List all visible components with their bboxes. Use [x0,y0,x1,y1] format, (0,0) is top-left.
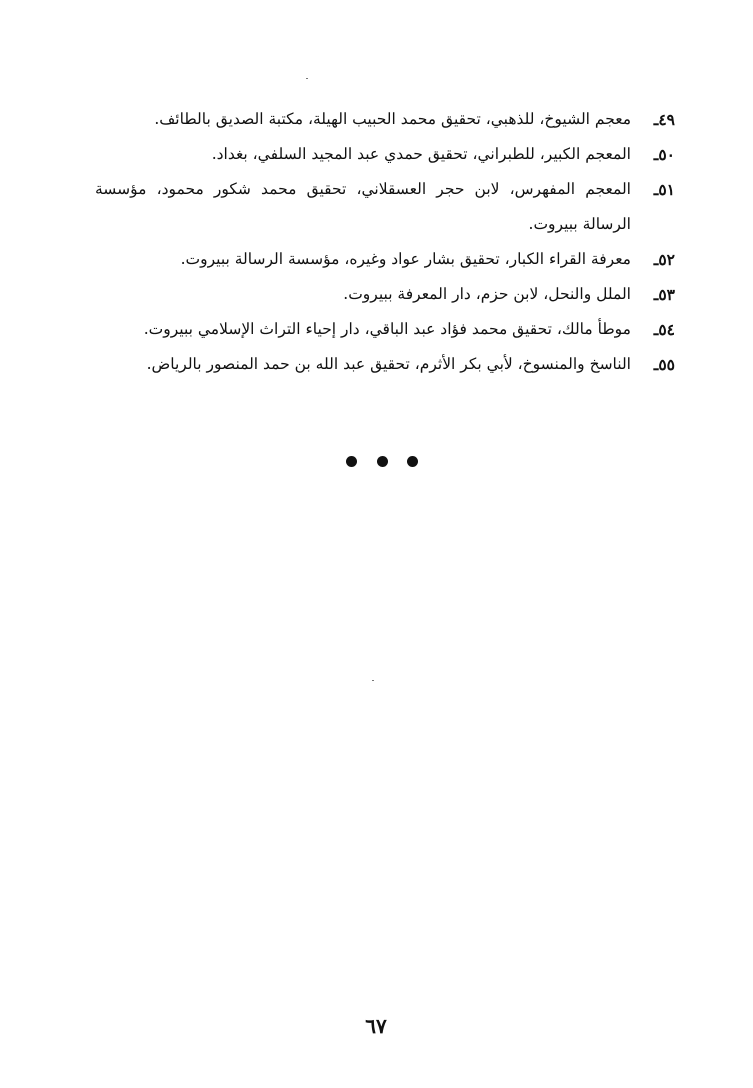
section-separator [346,455,418,467]
reference-number: ٥٢ـ [653,250,675,269]
reference-number: ٥١ـ [653,180,675,199]
reference-item-50 [95,137,675,172]
separator-dot [346,456,357,467]
reference-number: ٥٤ـ [653,320,675,339]
references-list [95,102,675,382]
reference-text: معرفة القراء الكبار، تحقيق بشار عواد وغيره، مؤسسة الرسالة ببيروت. [180,250,631,268]
reference-text: المعجم المفهرس، لابن حجر العسقلاني، تحقيق محمد شكور محمود، مؤسسة الرسالة ببيروت. [95,180,631,233]
separator-dot [407,456,418,467]
reference-text: موطأ مالك، تحقيق محمد فؤاد عبد الباقي، دار إحياء التراث الإسلامي ببيروت. [143,320,631,338]
reference-number: ٥٣ـ [653,285,675,304]
reference-text: الملل والنحل، لابن حزم، دار المعرفة ببيروت. [343,285,631,303]
separator-dot [377,456,388,467]
reference-text: معجم الشيوخ، للذهبي، تحقيق محمد الحبيب الهيلة، مكتبة الصديق بالطائف. [154,110,631,128]
reference-item-52 [95,242,675,277]
reference-number: ٤٩ـ [653,110,675,129]
reference-item-54 [95,312,675,347]
reference-text: الناسخ والمنسوخ، لأبي بكر الأثرم، تحقيق عبد الله بن حمد المنصور بالرياض. [146,355,631,373]
scan-speck [306,78,308,79]
reference-item-53 [95,277,675,312]
page-number: ٦٧ [365,1014,387,1038]
reference-text: المعجم الكبير، للطبراني، تحقيق حمدي عبد المجيد السلفي، بغداد. [211,145,631,163]
reference-item-49 [95,102,675,137]
reference-item-55 [95,347,675,382]
reference-number: ٥٠ـ [653,145,675,164]
reference-item-51 [95,172,675,242]
reference-number: ٥٥ـ [653,355,675,374]
scan-speck [372,680,374,681]
